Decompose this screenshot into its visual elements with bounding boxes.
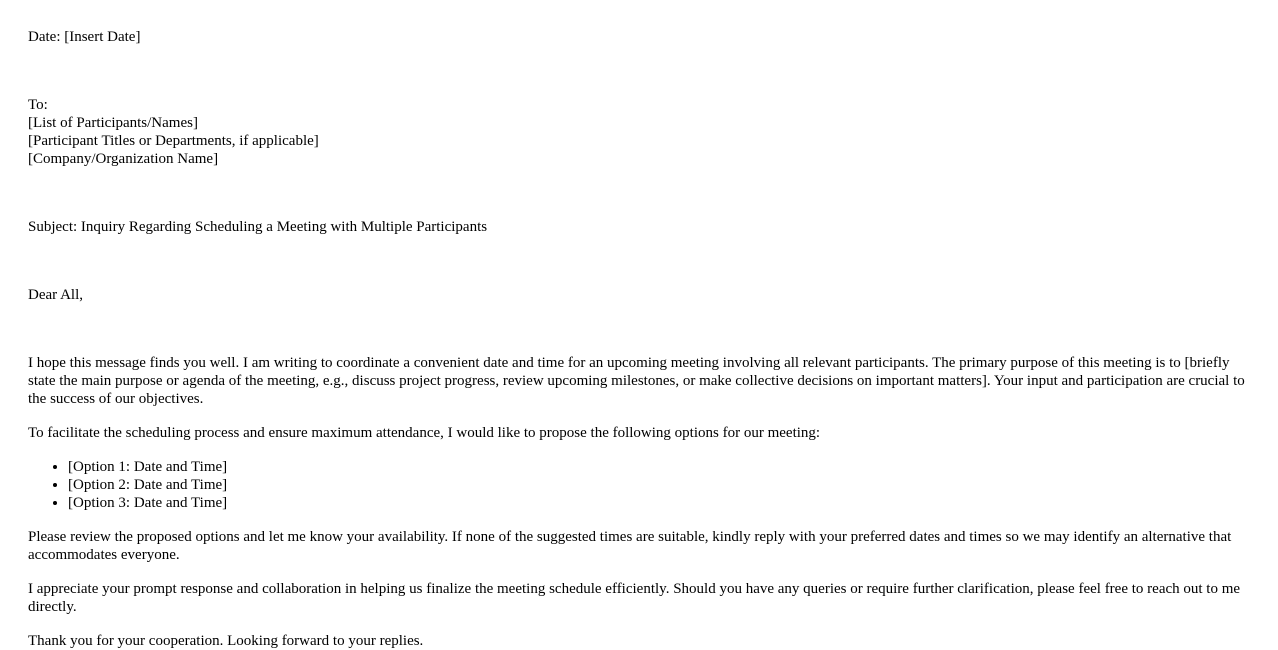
salutation: Dear All, bbox=[28, 287, 83, 303]
recipient-titles: [Participant Titles or Departments, if applicable] bbox=[28, 133, 319, 149]
options-list bbox=[28, 458, 227, 512]
closing-paragraph: Thank you for your cooperation. Looking forward to your replies. bbox=[28, 633, 424, 649]
list-item: • [Option 1: Date and Time] bbox=[68, 458, 227, 476]
intro-paragraph: I hope this message finds you well. I am writing to coordinate a convenient date and time for an upcoming meeting involving all relevant participants. The primary purpose of this meeting is to [briefly state the main purpose or agenda of the meeting, e.g., discuss project progress, review upcoming milestones, or make collective decisions on important matters]. Your input and participation are crucial to the success of our objectives. bbox=[28, 355, 1245, 407]
list-item: • [Option 3: Date and Time] bbox=[68, 494, 227, 512]
recipient-company: [Company/Organization Name] bbox=[28, 151, 219, 167]
subject-line: Subject: Inquiry Regarding Scheduling a Meeting with Multiple Participants bbox=[28, 219, 488, 235]
recipient-names: [List of Participants/Names] bbox=[28, 115, 198, 131]
list-item: • [Option 2: Date and Time] bbox=[68, 476, 227, 494]
date-line: Date: [Insert Date] bbox=[28, 29, 141, 45]
review-paragraph: Please review the proposed options and let me know your availability. If none of the suggested times are suitable, kindly reply with your preferred dates and times so we may identify an alternative that accommodates everyone. bbox=[28, 529, 1232, 563]
proposal-paragraph: To facilitate the scheduling process and ensure maximum attendance, I would like to propose the following options for our meeting: bbox=[28, 425, 821, 441]
recipient-label: To: bbox=[28, 97, 48, 113]
appreciation-paragraph: I appreciate your prompt response and collaboration in helping us finalize the meeting schedule efficiently. Should you have any queries or require further clarification, please feel free to reach out to me directly. bbox=[28, 581, 1241, 615]
